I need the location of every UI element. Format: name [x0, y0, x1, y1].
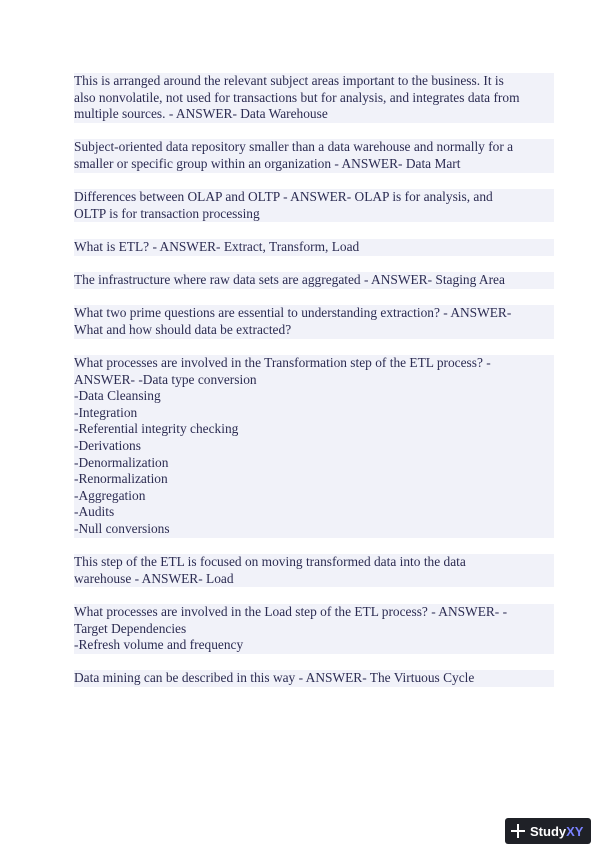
text-line: Differences between OLAP and OLTP - ANSWER- OLAP is for analysis, and	[74, 189, 554, 206]
text-line: OLTP is for transaction processing	[74, 206, 554, 223]
qa-text	[74, 73, 554, 123]
qa-text	[74, 554, 554, 587]
text-line: ANSWER- -Data type conversion	[74, 372, 554, 389]
qa-item-data-mart	[74, 139, 554, 172]
text-line: This is arranged around the relevant subject areas important to the business. It is	[74, 73, 554, 90]
text-line: Subject-oriented data repository smaller than a data warehouse and normally for a	[74, 139, 554, 156]
qa-item-data-warehouse	[74, 73, 554, 123]
qa-text	[74, 189, 554, 222]
text-line: Data mining can be described in this way - ANSWER- The Virtuous Cycle	[74, 670, 554, 687]
qa-text	[74, 670, 554, 687]
qa-item-transformation	[74, 355, 554, 538]
list-line: Target Dependencies	[74, 621, 554, 638]
list-line: -Referential integrity checking	[74, 421, 554, 438]
document-body	[74, 73, 554, 704]
list-line: -Derivations	[74, 438, 554, 455]
list-line: -Denormalization	[74, 455, 554, 472]
qa-item-extraction	[74, 305, 554, 338]
logo-text-xy: XY	[566, 823, 584, 839]
list-line: -Aggregation	[74, 488, 554, 505]
text-line: The infrastructure where raw data sets are aggregated - ANSWER- Staging Area	[74, 272, 554, 289]
list-line: -Integration	[74, 405, 554, 422]
list-line: -Data Cleansing	[74, 388, 554, 405]
text-line: warehouse - ANSWER- Load	[74, 571, 554, 588]
qa-text	[74, 139, 554, 172]
text-line: smaller or specific group within an organization - ANSWER- Data Mart	[74, 156, 554, 173]
list-line: -Audits	[74, 504, 554, 521]
plus-icon	[511, 824, 525, 838]
text-line: What and how should data be extracted?	[74, 322, 554, 339]
text-line: What two prime questions are essential to understanding extraction? - ANSWER-	[74, 305, 554, 322]
qa-text	[74, 239, 554, 256]
qa-text	[74, 272, 554, 289]
list-line: -Null conversions	[74, 521, 554, 538]
text-line: What processes are involved in the Load step of the ETL process? - ANSWER- -	[74, 604, 554, 621]
qa-item-load	[74, 554, 554, 587]
list-line: -Renormalization	[74, 471, 554, 488]
studyxy-logo[interactable]	[505, 818, 591, 844]
qa-text	[74, 355, 554, 538]
qa-item-load-processes	[74, 604, 554, 654]
qa-item-staging-area	[74, 272, 554, 289]
qa-text	[74, 604, 554, 654]
logo-text-study: Study	[530, 823, 567, 839]
text-line: What processes are involved in the Transformation step of the ETL process? -	[74, 355, 554, 372]
qa-item-data-mining	[74, 670, 554, 687]
text-line: multiple sources. - ANSWER- Data Warehouse	[74, 106, 554, 123]
qa-item-olap-oltp	[74, 189, 554, 222]
list-line: -Refresh volume and frequency	[74, 637, 554, 654]
qa-text	[74, 305, 554, 338]
text-line: also nonvolatile, not used for transactions but for analysis, and integrates data from	[74, 90, 554, 107]
qa-item-etl	[74, 239, 554, 256]
text-line: This step of the ETL is focused on moving transformed data into the data	[74, 554, 554, 571]
text-line: What is ETL? - ANSWER- Extract, Transform, Load	[74, 239, 554, 256]
